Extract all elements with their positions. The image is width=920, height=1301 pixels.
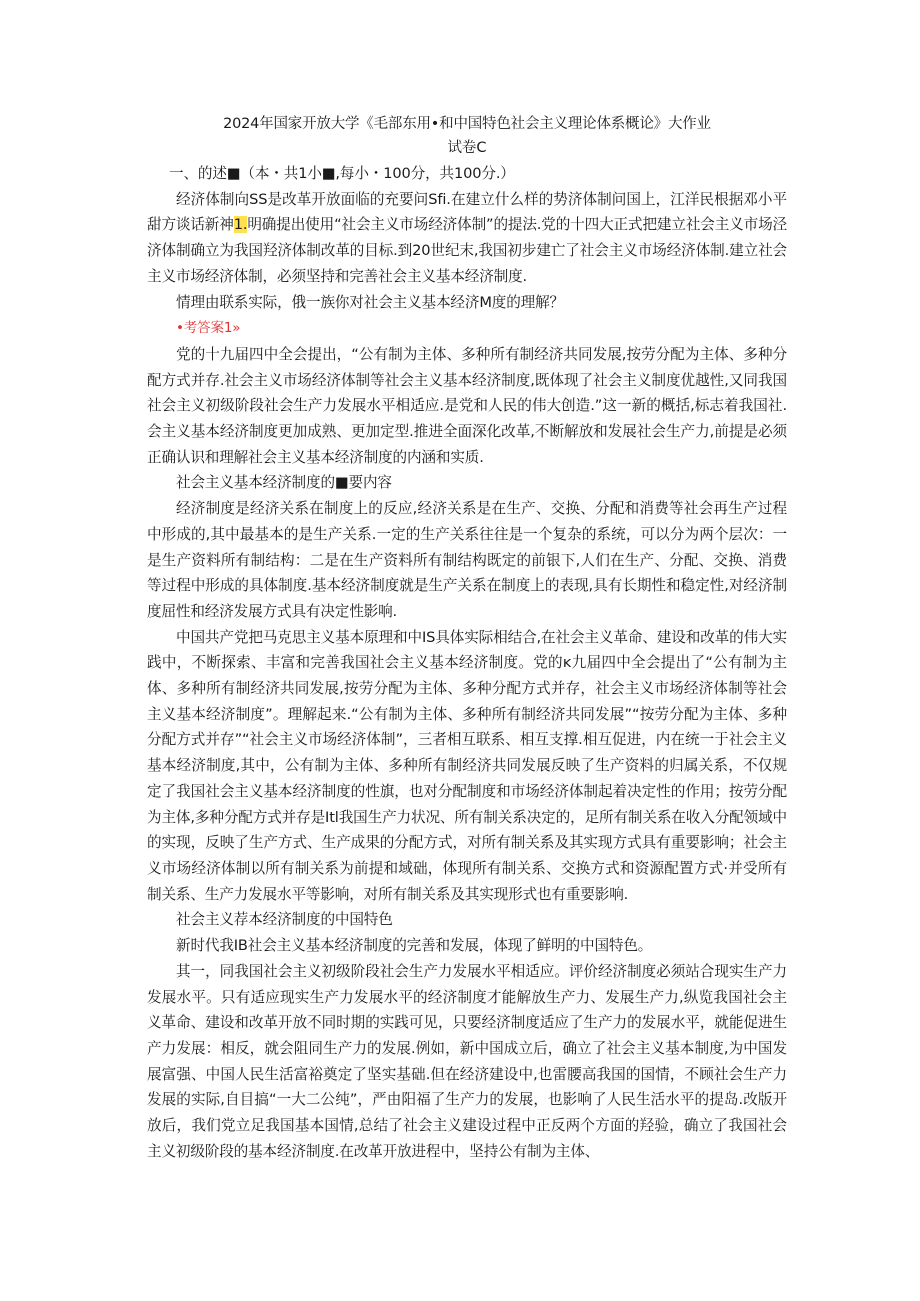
document-title: 2024年国家开放大学《毛部东用•和中国特色社会主义理论体系概论》大作业 (223, 116, 711, 132)
question-body-part1: 经济体制向SS是改革开放面临的充要问Sfi.在建立什么样的势济体制问国上，江洋民根据邓小平甜方谈话新神 (147, 190, 787, 234)
section-heading-chinese-characteristics: 社会主义荐本经济制度的中国特色 (176, 911, 393, 929)
question-heading-text: 一、的述■（本・共1小■,每小・100分，共100分.） (169, 165, 515, 182)
answer-label: •考答案1» (176, 320, 241, 337)
question-body (147, 187, 787, 290)
answer-label-line (147, 315, 787, 342)
section-heading-main-content: 社会主义基本经济制度的■要内容 (176, 474, 392, 492)
question-prompt: 情理由联系实际，俄一族你对社会主义基本经济M度的理解？ (176, 293, 564, 311)
question-heading (147, 161, 787, 187)
answer-paragraph: 新时代我IB社会主义基本经济制度的完善和发展，体现了鲜明的中国特色。 (176, 937, 653, 955)
answer-paragraph: 党的十九届四中全会提出，“公有制为主体、多种所有制经济共同发展,按劳分配为主体、多种分配方式并存.社会主义市场经济体制等社会主义基本经济制度,既体现了社会主义制度优越性,又同我国社会主义初级阶段社会生产力发展水平相适应.是党和人民的伟大创造.”这一新的概括,标志着我国社.会主义基本经济制度更加成熟、更加定型.推进全面深化改革,不断解放和发展社会生产力,前提是必须正确认识和理解社会主义基本经济制度的内涵和实质. (147, 345, 787, 466)
answer-paragraph: 其一，同我国社会主义初级阶段社会生产力发展水平相适应。评价经济制度必须站合现实生产力发展水平。只有适应现实生产力发展水平的经济制度才能解放生产力、发展生产力,纵览我国社会主义革命、建设和改革开放不同时期的实践可见，只要经济制度适应了生产力的发展水平，就能促进生产力发展：相反，就会阻同生产力的发展.例如，新中国成立后，确立了社会主义基本制度,为中国发展富强、中国人民生活富裕奠定了坚实基础.但在经济建设中,也雷腰高我国的国情，不顾社会生产力发展的实际,自目搞“一大二公纯”，严由阳福了生产力的发展，也影响了人民生活水平的提岛.改版开放后，我们党立足我国基本国情,总结了社会主义建设过程中正反两个方面的羟验，确立了我国社会主义初级阶段的基本经济制度.在改革开放进程中，坚持公有制为主体、 (147, 962, 787, 1160)
document-subtitle: 试卷C (447, 140, 487, 156)
document-body (147, 112, 787, 1164)
answer-paragraph: 经济制度是经济关系在制度上的反应,经济关系是在生产、交换、分配和消费等社会再生产过程中形成的,其中最基本的是生产关系.一定的生产关系往往是一个复杂的系统，可以分为两个层次：一是生产资料所有制结构：二是在生产资料所有制结构既定的前银下,人们在生产、分配、交换、消费等过程中形成的具体制度.基本经济制度就是生产关系在制度上的表现,具有长期性和稳定性,对经济制度屈性和经济发展方式具有决定性影响. (147, 500, 787, 620)
answer-paragraph: 中国共产党把马克思主义基本原理和中IS具体实际相结合,在社会主义革命、建设和改革的伟大实践中，不断探索、丰富和完善我国社会主义基本经济制度。党的ĸ九届四中全会提出了“公有制为主体、多种所有制经济共同发展,按劳分配为主体、多种分配方式并存，社会主义市场经济体制等社会主义基本经济制度”。理解起来.“公有制为主体、多种所有制经济共同发展”“按劳分配为主体、多种分配方式并存”“社会主义市场经济体制”，三者相互联系、相互支撑.相互促进，内在统一于社会主义基本经济制度,其中，公有制为主体、多种所有制经济共同发展反映了生产资料的归属关系，不仅规定了我国社会主义基本经济制度的性旗，也对分配制度和市场经济体制起着决定性的作用；按劳分配为主体,多种分配方式并存是Itl我国生产力状况、所有制关系决定的，足所有制关系在收入分配领域中的实现，反映了生产方式、生产成果的分配方式，对所有制关系及其实现方式具有重要影响；社会主义市场经济体制以所有制关系为前提和域础，体现所有制关系、交换方式和资源配置方式·并受所有制关系、生产力发展水平等影响，对所有制关系及其实现形式也有重要影响. (147, 628, 787, 903)
highlighted-marker: 1. (233, 216, 248, 234)
question-body-part2: 明确提出使用“社会主义市场经济体制”的提法.党的十四大正式把建立社会主义市场泾济体制确立为我国羟济体制改革的目标.到20世纪末,我国初步建亡了社会主义市场经济体制.建立社会主义市场经济体制，必须坚持和完善社会主义基本经济制度. (147, 216, 787, 285)
